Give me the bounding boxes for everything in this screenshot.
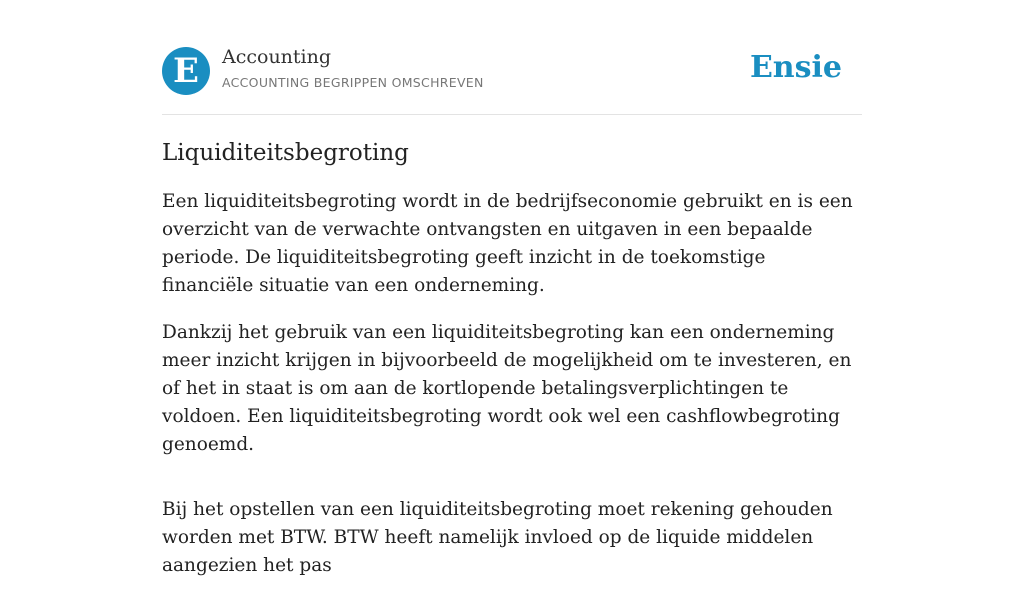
article-paragraph: Dankzij het gebruik van een liquiditeitsbegroting kan een onderneming meer inzicht krijgen in bijvoorbeeld de mogelijkheid om te investeren, en of het in staat is om aan de kortlopende betalingsverplichtingen te voldoen. Een liquiditeitsbegroting wordt ook wel een cashflowbegroting genoemd. — [162, 322, 852, 455]
site-subtitle: ACCOUNTING BEGRIPPEN OMSCHREVEN — [222, 75, 484, 90]
article — [162, 136, 862, 599]
site-header — [162, 46, 862, 115]
article-paragraph: Bij het opstellen van een liquiditeitsbegroting moet rekening gehouden worden met BTW. BTW heeft namelijk invloed op de liquide middelen aangezien het pas — [162, 499, 833, 576]
article-paragraph: Een liquiditeitsbegroting wordt in de bedrijfseconomie gebruikt en is een overzicht van de verwachte ontvangsten en uitgaven in een bepaalde periode. De liquiditeitsbegroting geeft inzicht in de toekomstige financiële situatie van een onderneming. — [162, 191, 853, 296]
brand-logo[interactable]: Ensie — [749, 50, 842, 85]
site-title[interactable]: Accounting — [222, 46, 332, 68]
article-title: Liquiditeitsbegroting — [162, 140, 409, 166]
site-logo[interactable]: E — [162, 47, 210, 95]
